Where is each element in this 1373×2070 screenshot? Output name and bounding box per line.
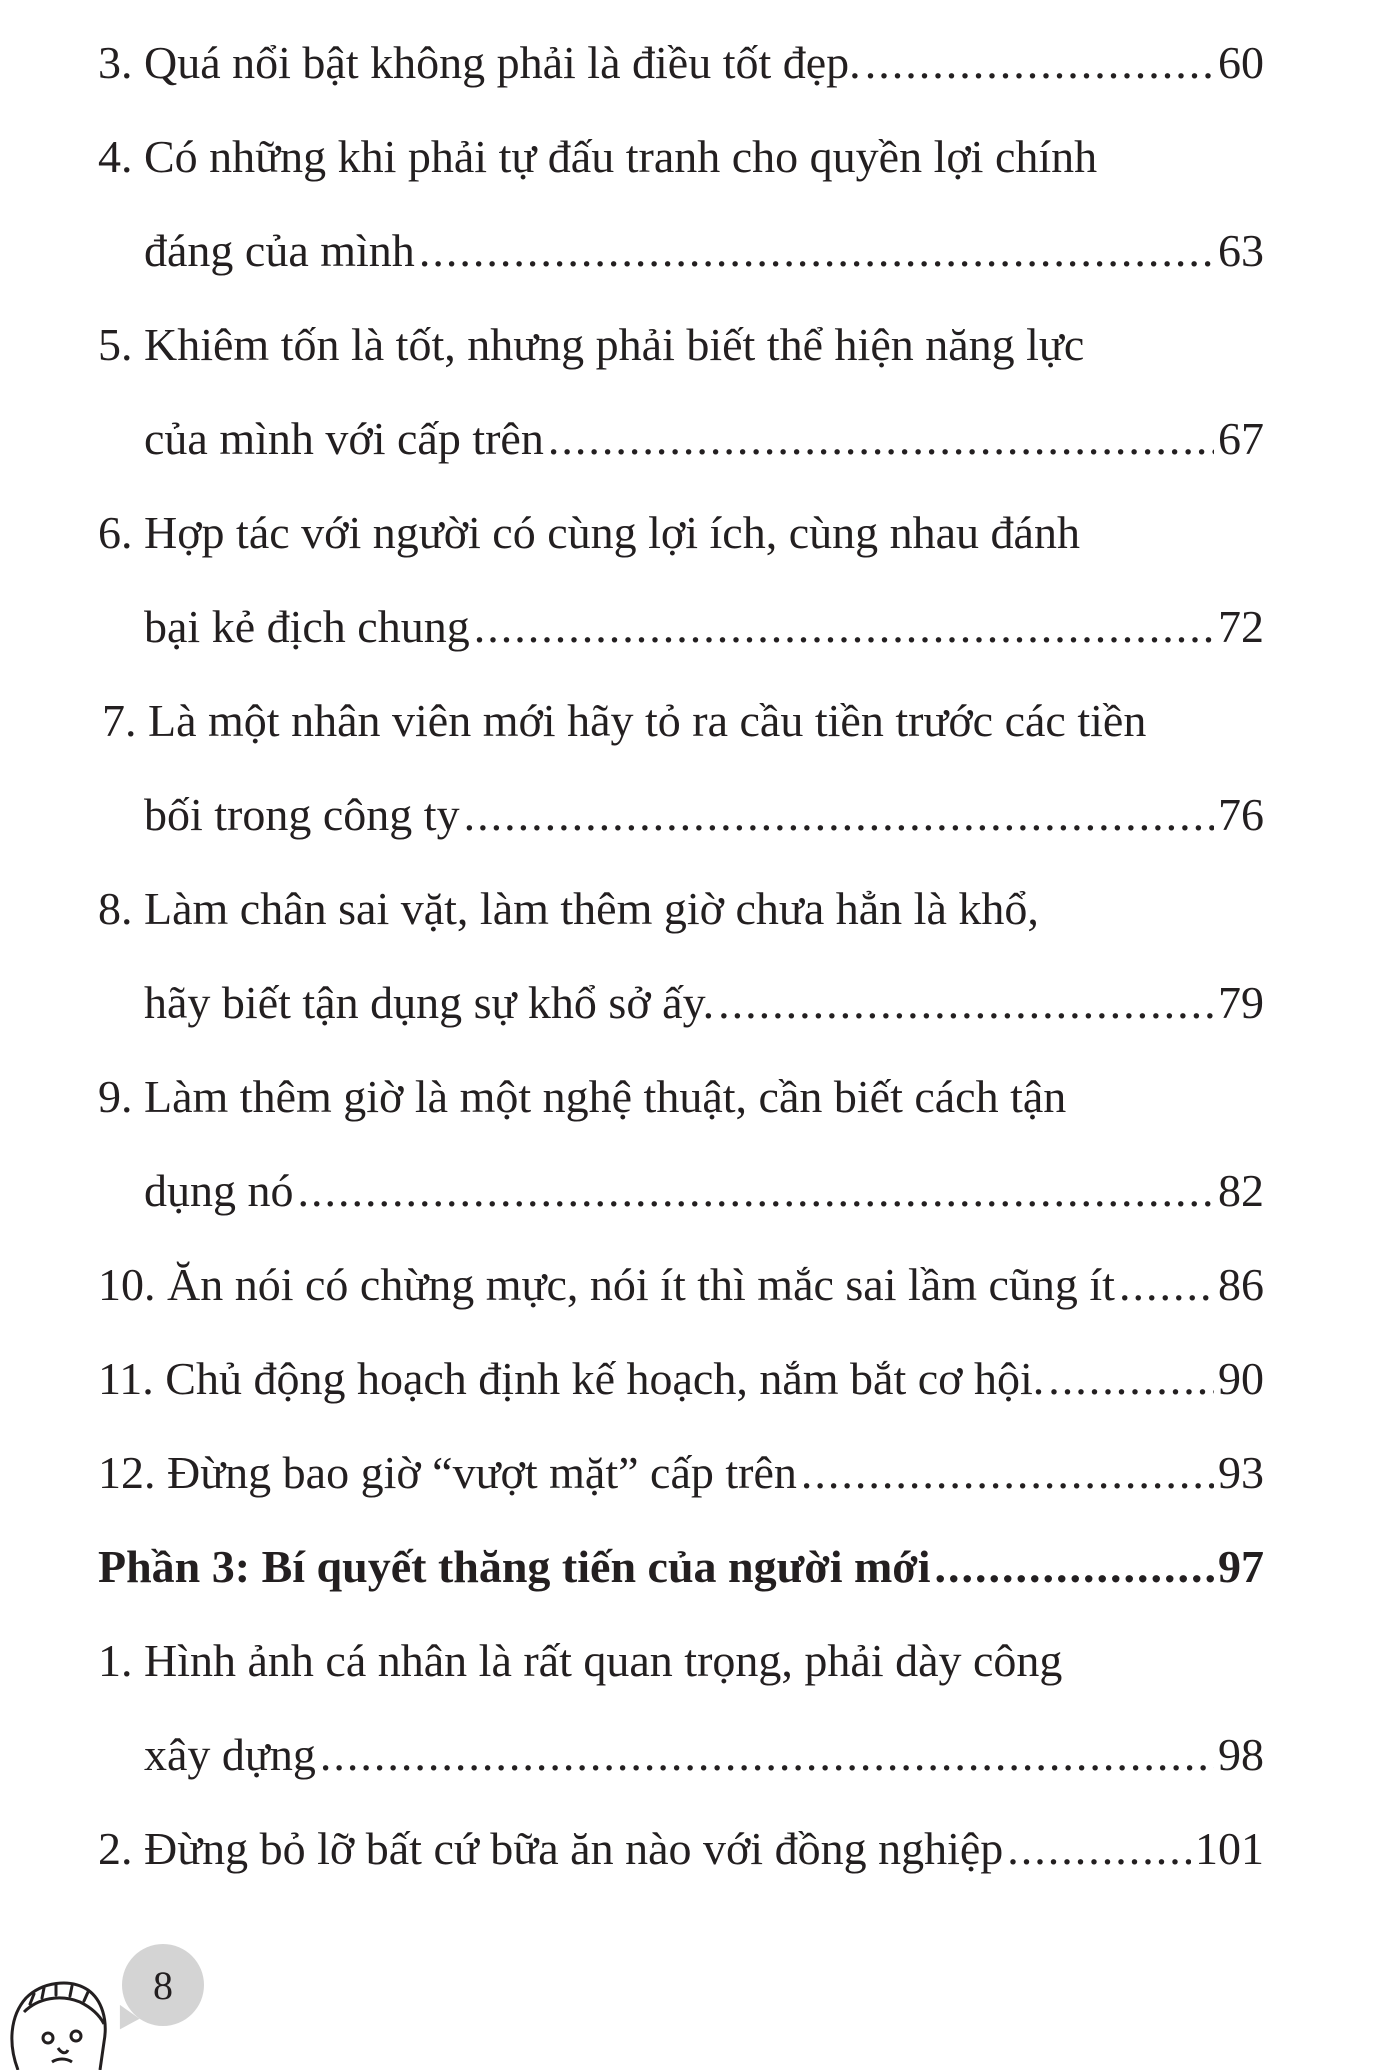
toc-leader-dots <box>474 580 1214 674</box>
toc-entry <box>98 1802 1264 1896</box>
toc-leader-dots <box>298 1144 1215 1238</box>
toc-leader-dots <box>548 392 1214 486</box>
toc-entry <box>98 862 1264 956</box>
toc-entry-title: xây dựng <box>144 1729 316 1780</box>
toc-entry-continuation <box>98 580 1264 674</box>
toc-entry-page: 60 <box>1218 37 1264 88</box>
toc-entry-title: 12. Đừng bao giờ “vượt mặt” cấp trên <box>98 1447 797 1498</box>
toc-entry-title: của mình với cấp trên <box>144 413 544 464</box>
toc-entry-page: 67 <box>1218 413 1264 464</box>
doodle-face-icon <box>4 1964 114 2070</box>
toc-entry-title: 2. Đừng bỏ lỡ bất cứ bữa ăn nào với đồng nghiệp <box>98 1823 1004 1874</box>
toc-entry-title: 10. Ăn nói có chừng mực, nói ít thì mắc sai lầm cũng ít <box>98 1259 1115 1310</box>
toc-entry-page: 82 <box>1218 1165 1264 1216</box>
toc-entry <box>98 1050 1264 1144</box>
toc-entry-title: bối trong công ty <box>144 789 460 840</box>
toc-entry-title: hãy biết tận dụng sự khổ sở ấy. <box>144 977 715 1028</box>
toc-entry-page: 79 <box>1218 977 1264 1028</box>
toc-leader-dots <box>935 1520 1214 1614</box>
toc-entry-page: 76 <box>1218 789 1264 840</box>
toc-entry-continuation <box>98 392 1264 486</box>
toc-entry <box>98 674 1264 768</box>
toc-entry-page: 63 <box>1218 225 1264 276</box>
toc-entry <box>98 16 1264 110</box>
toc-entry-title: 1. Hình ảnh cá nhân là rất quan trọng, phải dày công <box>98 1635 1063 1686</box>
toc-leader-dots <box>419 204 1214 298</box>
toc-entry-continuation <box>98 1144 1264 1238</box>
toc-entry <box>98 110 1264 204</box>
toc-entry <box>98 298 1264 392</box>
toc-entry-title: bại kẻ địch chung <box>144 601 470 652</box>
toc-entry-title: đáng của mình <box>144 225 415 276</box>
toc-entry <box>98 1238 1264 1332</box>
toc-entry-title: 9. Làm thêm giờ là một nghệ thuật, cần biết cách tận <box>98 1071 1067 1122</box>
toc-section-page: 97 <box>1218 1541 1264 1592</box>
toc-entry-title: 4. Có những khi phải tự đấu tranh cho quyền lợi chính <box>98 131 1098 182</box>
toc-entry-title: 7. Là một nhân viên mới hãy tỏ ra cầu tiền trước các tiền <box>102 695 1147 746</box>
toc-entry <box>98 1614 1264 1708</box>
toc-entry <box>98 486 1264 580</box>
toc-entry-page: 72 <box>1218 601 1264 652</box>
toc-entry-continuation <box>98 768 1264 862</box>
toc-entry-page: 86 <box>1218 1259 1264 1310</box>
table-of-contents <box>98 16 1264 1896</box>
page-number-badge <box>122 1944 204 2026</box>
toc-leader-dots <box>1007 1802 1191 1896</box>
toc-entry-page: 93 <box>1218 1447 1264 1498</box>
toc-leader-dots <box>1119 1238 1214 1332</box>
toc-entry-continuation <box>98 1708 1264 1802</box>
toc-entry-page: 98 <box>1218 1729 1264 1780</box>
toc-leader-dots <box>464 768 1214 862</box>
toc-entry <box>98 1426 1264 1520</box>
toc-entry-title: 6. Hợp tác với người có cùng lợi ích, cùng nhau đánh <box>98 507 1080 558</box>
page-number: 8 <box>153 1962 173 2008</box>
toc-entry-page: 101 <box>1195 1823 1264 1874</box>
toc-entry-title: 5. Khiêm tốn là tốt, nhưng phải biết thể hiện năng lực <box>98 319 1085 370</box>
page-footer <box>0 1940 260 2070</box>
toc-section-title: Phần 3: Bí quyết thăng tiến của người mới <box>98 1541 931 1592</box>
toc-entry-title: 8. Làm chân sai vặt, làm thêm giờ chưa hẳn là khổ, <box>98 883 1039 934</box>
toc-entry-title: 11. Chủ động hoạch định kế hoạch, nắm bắt cơ hội. <box>98 1353 1045 1404</box>
toc-leader-dots <box>718 956 1214 1050</box>
toc-entry <box>98 1332 1264 1426</box>
toc-entry-title: 3. Quá nổi bật không phải là điều tốt đẹp. <box>98 37 861 88</box>
toc-leader-dots <box>865 16 1214 110</box>
toc-entry-page: 90 <box>1218 1353 1264 1404</box>
toc-section-heading <box>98 1520 1264 1614</box>
toc-leader-dots <box>1048 1332 1214 1426</box>
toc-entry-continuation <box>98 956 1264 1050</box>
toc-leader-dots <box>320 1708 1214 1802</box>
toc-entry-title: dụng nó <box>144 1165 294 1216</box>
toc-entry-continuation <box>98 204 1264 298</box>
toc-leader-dots <box>801 1426 1214 1520</box>
